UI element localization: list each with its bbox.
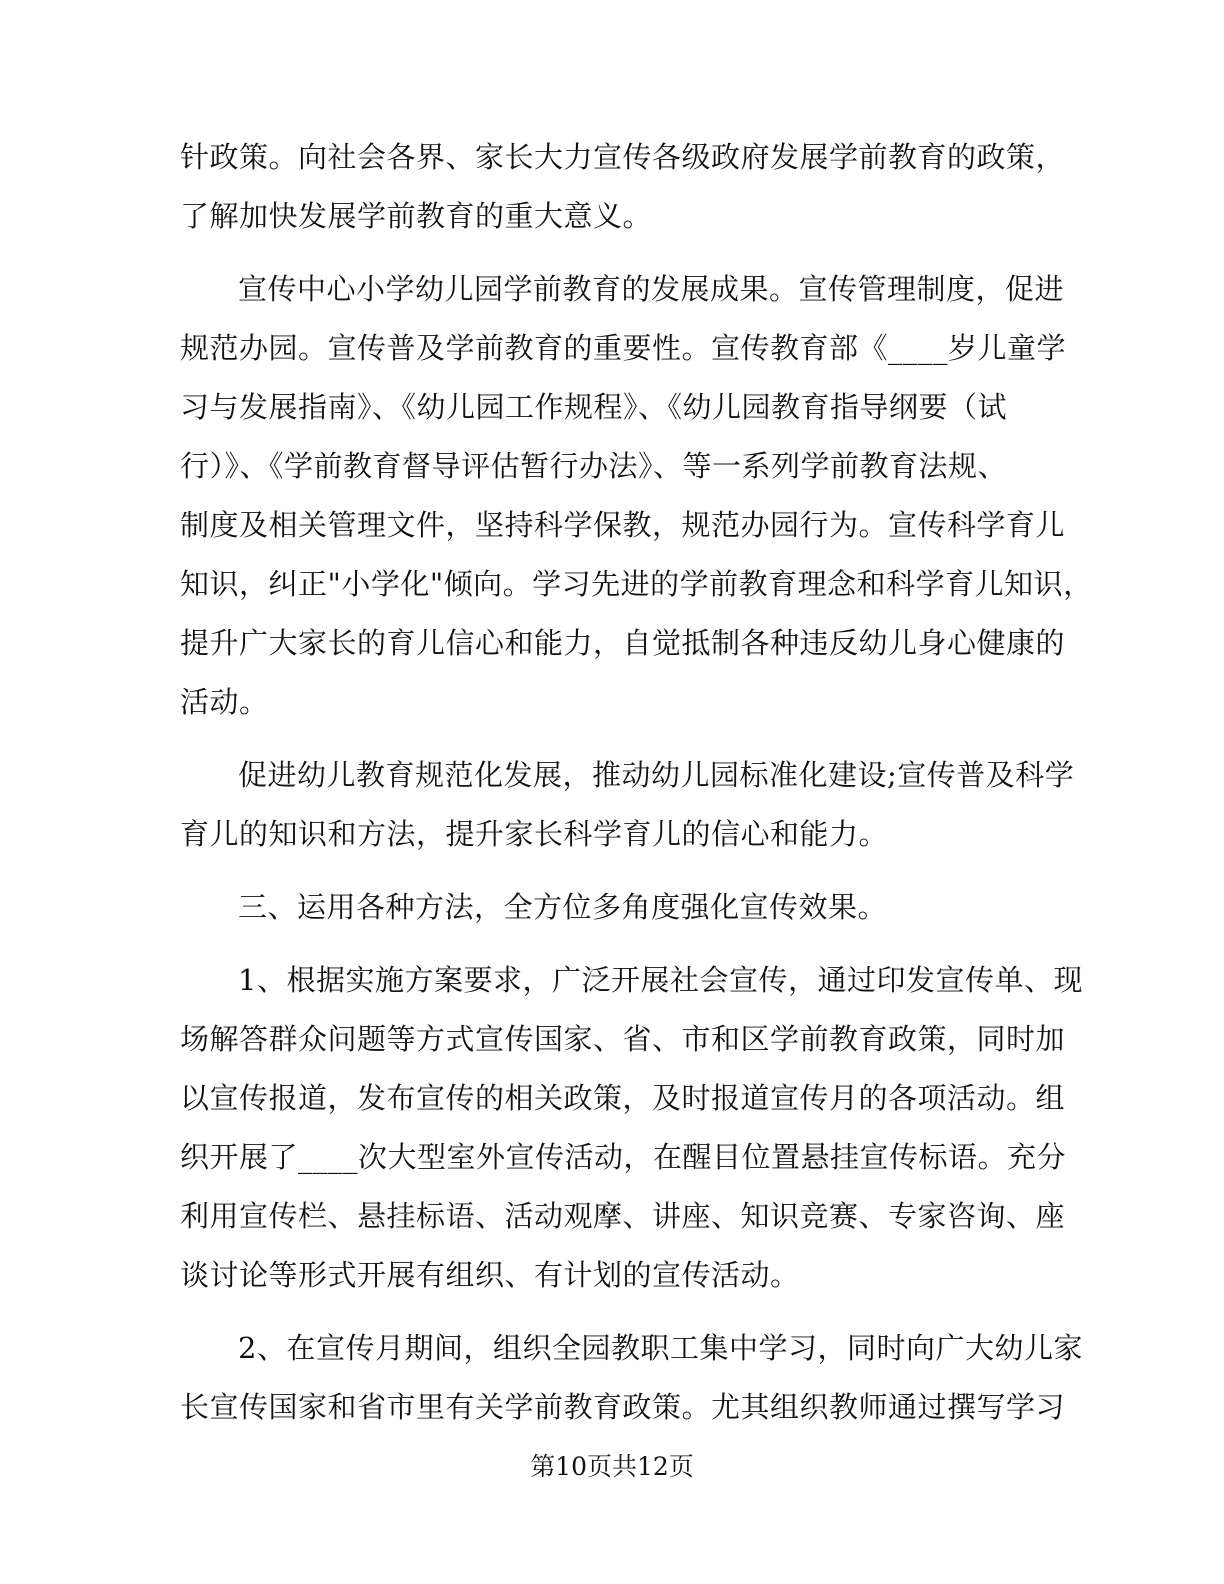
text-line: 行）》、《学前教育督导评估暂行办法》、等一系列学前教育法规、 xyxy=(180,449,1008,483)
text-line: 了解加快发展学前教育的重大意义。 xyxy=(180,199,653,233)
text-line: 以宣传报道，发布宣传的相关政策，及时报道宣传月的各项活动。组 xyxy=(180,1081,1066,1115)
text-line: 利用宣传栏、悬挂标语、活动观摩、讲座、知识竞赛、专家咨询、座 xyxy=(180,1199,1066,1233)
page-number: 第10页共12页 xyxy=(530,1452,694,1481)
text-line: 知识，纠正"小学化"倾向。学习先进的学前教育理念和科学育儿知识， xyxy=(180,567,1093,601)
text-line: 育儿的知识和方法，提升家长科学育儿的信心和能力。 xyxy=(180,817,889,851)
text-line: 长宣传国家和省市里有关学前教育政策。尤其组织教师通过撰写学习 xyxy=(180,1390,1066,1424)
text-line: 活动。 xyxy=(180,685,269,719)
paragraph xyxy=(180,128,1066,246)
text-line: 习与发展指南》、《幼儿园工作规程》、《幼儿园教育指导纲要（试 xyxy=(180,390,1008,424)
paragraph xyxy=(180,260,1093,732)
text-line: 促进幼儿教育规范化发展，推动幼儿园标准化建设;宣传普及科学 xyxy=(238,758,1075,792)
text-line: 谈讨论等形式开展有组织、有计划的宣传活动。 xyxy=(180,1258,800,1292)
text-line: 1、根据实施方案要求，广泛开展社会宣传，通过印发宣传单、现 xyxy=(238,963,1083,997)
text-line: 2、在宣传月期间，组织全园教职工集中学习，同时向广大幼儿家 xyxy=(238,1331,1083,1365)
text-line: 三、运用各种方法，全方位多角度强化宣传效果。 xyxy=(238,890,888,924)
paragraph xyxy=(180,1319,1083,1437)
text-line: 宣传中心小学幼儿园学前教育的发展成果。宣传管理制度，促进 xyxy=(238,272,1065,306)
document-body xyxy=(180,128,1093,1437)
text-line: 针政策。向社会各界、家长大力宣传各级政府发展学前教育的政策， xyxy=(180,140,1066,174)
section-heading xyxy=(180,878,1044,937)
text-line: 织开展了____次大型室外宣传活动，在醒目位置悬挂宣传标语。充分 xyxy=(180,1140,1067,1174)
text-line: 制度及相关管理文件，坚持科学保教，规范办园行为。宣传科学育儿 xyxy=(180,508,1066,542)
paragraph xyxy=(180,951,1083,1305)
text-line: 提升广大家长的育儿信心和能力，自觉抵制各种违反幼儿身心健康的 xyxy=(180,626,1066,660)
text-line: 场解答群众问题等方式宣传国家、省、市和区学前教育政策，同时加 xyxy=(180,1022,1066,1056)
text-line: 规范办园。宣传普及学前教育的重要性。宣传教育部《____岁儿童学 xyxy=(180,331,1067,365)
paragraph xyxy=(180,746,1075,864)
